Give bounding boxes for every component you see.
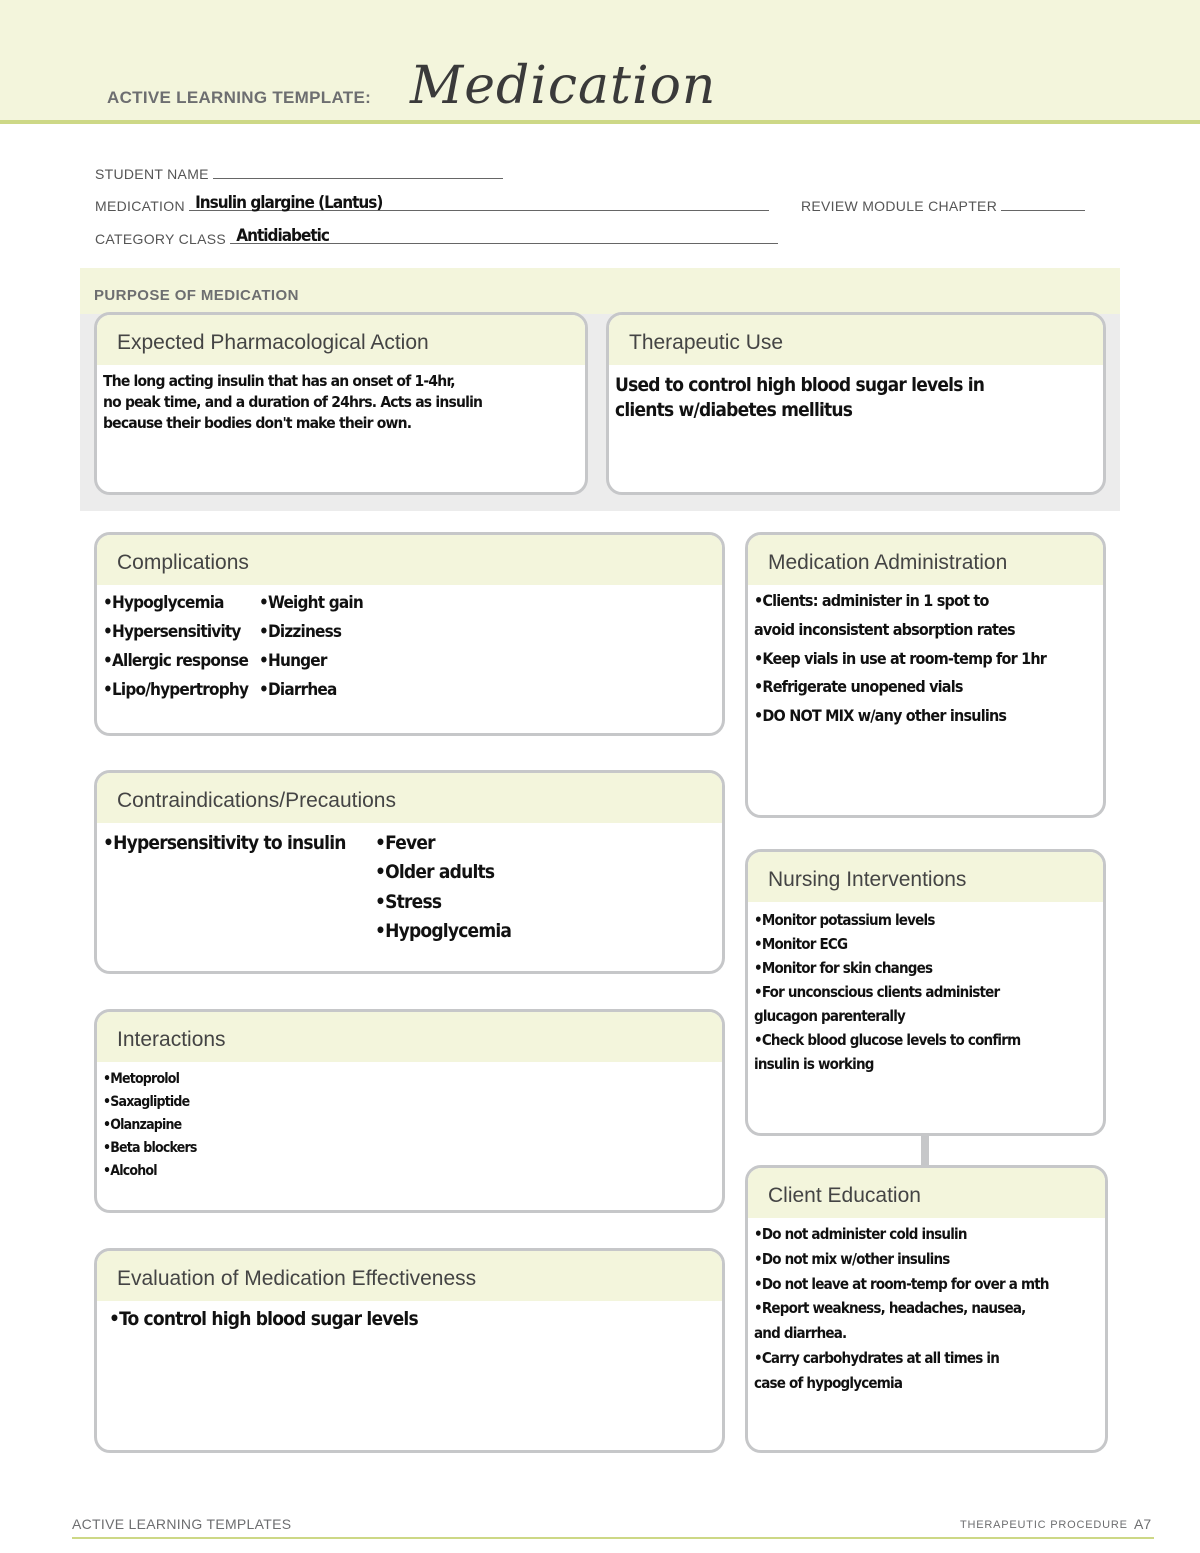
expected-action-line: no peak time, and a duration of 24hrs. Acts as insulin xyxy=(103,392,483,411)
education-line: and diarrhea. xyxy=(754,1324,847,1342)
client-education-box xyxy=(745,1165,1108,1453)
expected-action-text[interactable] xyxy=(103,371,579,434)
complications-box xyxy=(94,532,725,736)
interaction-item: •Beta blockers xyxy=(103,1140,197,1157)
category-value: Antidiabetic xyxy=(236,226,329,246)
therapeutic-use-title: Therapeutic Use xyxy=(629,331,784,354)
medication-administration-title: Medication Administration xyxy=(768,551,1008,574)
complication-item: •Lipo/hypertrophy xyxy=(103,679,249,700)
category-field xyxy=(95,226,778,247)
review-module-label: REVIEW MODULE CHAPTER xyxy=(801,198,998,214)
complication-item: •Weight gain xyxy=(259,593,363,613)
interactions-box xyxy=(94,1009,725,1213)
intervention-line: •Monitor ECG xyxy=(754,935,848,953)
expected-action-line: because their bodies don't make their own. xyxy=(103,413,412,432)
complications-title: Complications xyxy=(117,551,249,574)
medication-value: Insulin glargine (Lantus) xyxy=(195,193,383,213)
medication-label: MEDICATION xyxy=(95,198,185,214)
evaluation-line: •To control high blood sugar levels xyxy=(109,1308,418,1330)
intervention-line: glucagon parenterally xyxy=(754,1007,906,1025)
category-label: CATEGORY CLASS xyxy=(95,231,227,247)
footer-divider xyxy=(72,1537,1154,1539)
page-number: A7 xyxy=(1134,1516,1152,1532)
intervention-line: insulin is working xyxy=(754,1055,874,1073)
administration-line: •Refrigerate unopened vials xyxy=(754,677,963,697)
footer-right: THERAPEUTIC PROCEDURE xyxy=(960,1519,1128,1531)
education-line: •Do not mix w/other insulins xyxy=(754,1249,950,1268)
intervention-line: •Monitor for skin changes xyxy=(754,959,933,977)
interaction-item: •Metoprolol xyxy=(103,1071,180,1087)
contraindications-title: Contraindications/Precautions xyxy=(117,789,396,812)
education-line: case of hypoglycemia xyxy=(754,1373,903,1392)
administration-line: •Keep vials in use at room-temp for 1hr xyxy=(754,648,1047,668)
interaction-item: •Alcohol xyxy=(103,1163,157,1180)
therapeutic-use-line: clients w/diabetes mellitus xyxy=(615,398,853,421)
template-label: ACTIVE LEARNING TEMPLATE: xyxy=(107,88,372,107)
expected-action-line: The long acting insulin that has an onset of 1-4hr, xyxy=(103,372,455,390)
expected-action-title: Expected Pharmacological Action xyxy=(117,331,429,354)
client-education-text[interactable] xyxy=(754,1222,1099,1395)
expected-action-box xyxy=(94,312,588,495)
education-line: •Report weakness, headaches, nausea, xyxy=(754,1299,1026,1318)
client-education-title: Client Education xyxy=(768,1184,921,1207)
education-line: •Do not leave at room-temp for over a mth xyxy=(754,1274,1049,1293)
nursing-interventions-title: Nursing Interventions xyxy=(768,868,967,891)
interactions-text[interactable] xyxy=(103,1068,716,1183)
contraindication-item: •Fever xyxy=(375,832,435,854)
evaluation-text[interactable] xyxy=(109,1305,716,1334)
contraindication-item: •Hypersensitivity to insulin xyxy=(103,832,346,854)
evaluation-box xyxy=(94,1248,725,1453)
contraindication-item: •Hypoglycemia xyxy=(375,920,512,943)
page-title: Medication xyxy=(410,56,717,116)
intervention-line: •Check blood glucose levels to confirm xyxy=(754,1031,1021,1049)
administration-line: •DO NOT MIX w/any other insulins xyxy=(754,706,1007,726)
complication-item: •Hypersensitivity xyxy=(103,621,241,642)
medication-administration-text[interactable] xyxy=(754,587,1097,731)
box-connector xyxy=(921,1133,929,1169)
complication-item: •Hypoglycemia xyxy=(103,593,224,613)
complication-item: •Allergic response xyxy=(103,650,249,671)
administration-line: avoid inconsistent absorption rates xyxy=(754,619,1015,639)
interactions-title: Interactions xyxy=(117,1028,226,1051)
nursing-interventions-box xyxy=(745,849,1106,1136)
complications-text[interactable] xyxy=(103,589,716,705)
contraindication-item: •Stress xyxy=(375,890,442,913)
medication-field xyxy=(95,193,769,214)
contraindication-item: •Older adults xyxy=(375,861,495,884)
complication-item: •Diarrhea xyxy=(259,679,337,700)
contraindications-text[interactable] xyxy=(103,829,716,947)
student-name-field xyxy=(95,166,503,182)
evaluation-title: Evaluation of Medication Effectiveness xyxy=(117,1267,477,1290)
review-module-field xyxy=(801,198,1085,214)
intervention-line: •Monitor potassium levels xyxy=(754,911,935,929)
nursing-interventions-text[interactable] xyxy=(754,908,1097,1076)
student-name-label: STUDENT NAME xyxy=(95,166,209,182)
purpose-label: PURPOSE OF MEDICATION xyxy=(94,287,299,304)
complication-item: •Hunger xyxy=(259,650,327,671)
interaction-item: •Olanzapine xyxy=(103,1117,182,1134)
interaction-item: •Saxagliptide xyxy=(103,1094,190,1111)
intervention-line: •For unconscious clients administer xyxy=(754,983,1000,1001)
footer-left: ACTIVE LEARNING TEMPLATES xyxy=(72,1516,292,1532)
administration-line: •Clients: administer in 1 spot to xyxy=(754,591,989,610)
complication-item: •Dizziness xyxy=(259,621,342,642)
education-line: •Do not administer cold insulin xyxy=(754,1225,967,1243)
contraindications-box xyxy=(94,770,725,974)
medication-administration-box xyxy=(745,532,1106,818)
therapeutic-use-box xyxy=(606,312,1106,495)
education-line: •Carry carbohydrates at all times in xyxy=(754,1348,1000,1367)
review-module-input[interactable] xyxy=(1001,210,1085,211)
student-name-input[interactable] xyxy=(213,178,503,179)
therapeutic-use-text[interactable] xyxy=(615,373,1097,422)
therapeutic-use-line: Used to control high blood sugar levels in xyxy=(615,374,985,396)
